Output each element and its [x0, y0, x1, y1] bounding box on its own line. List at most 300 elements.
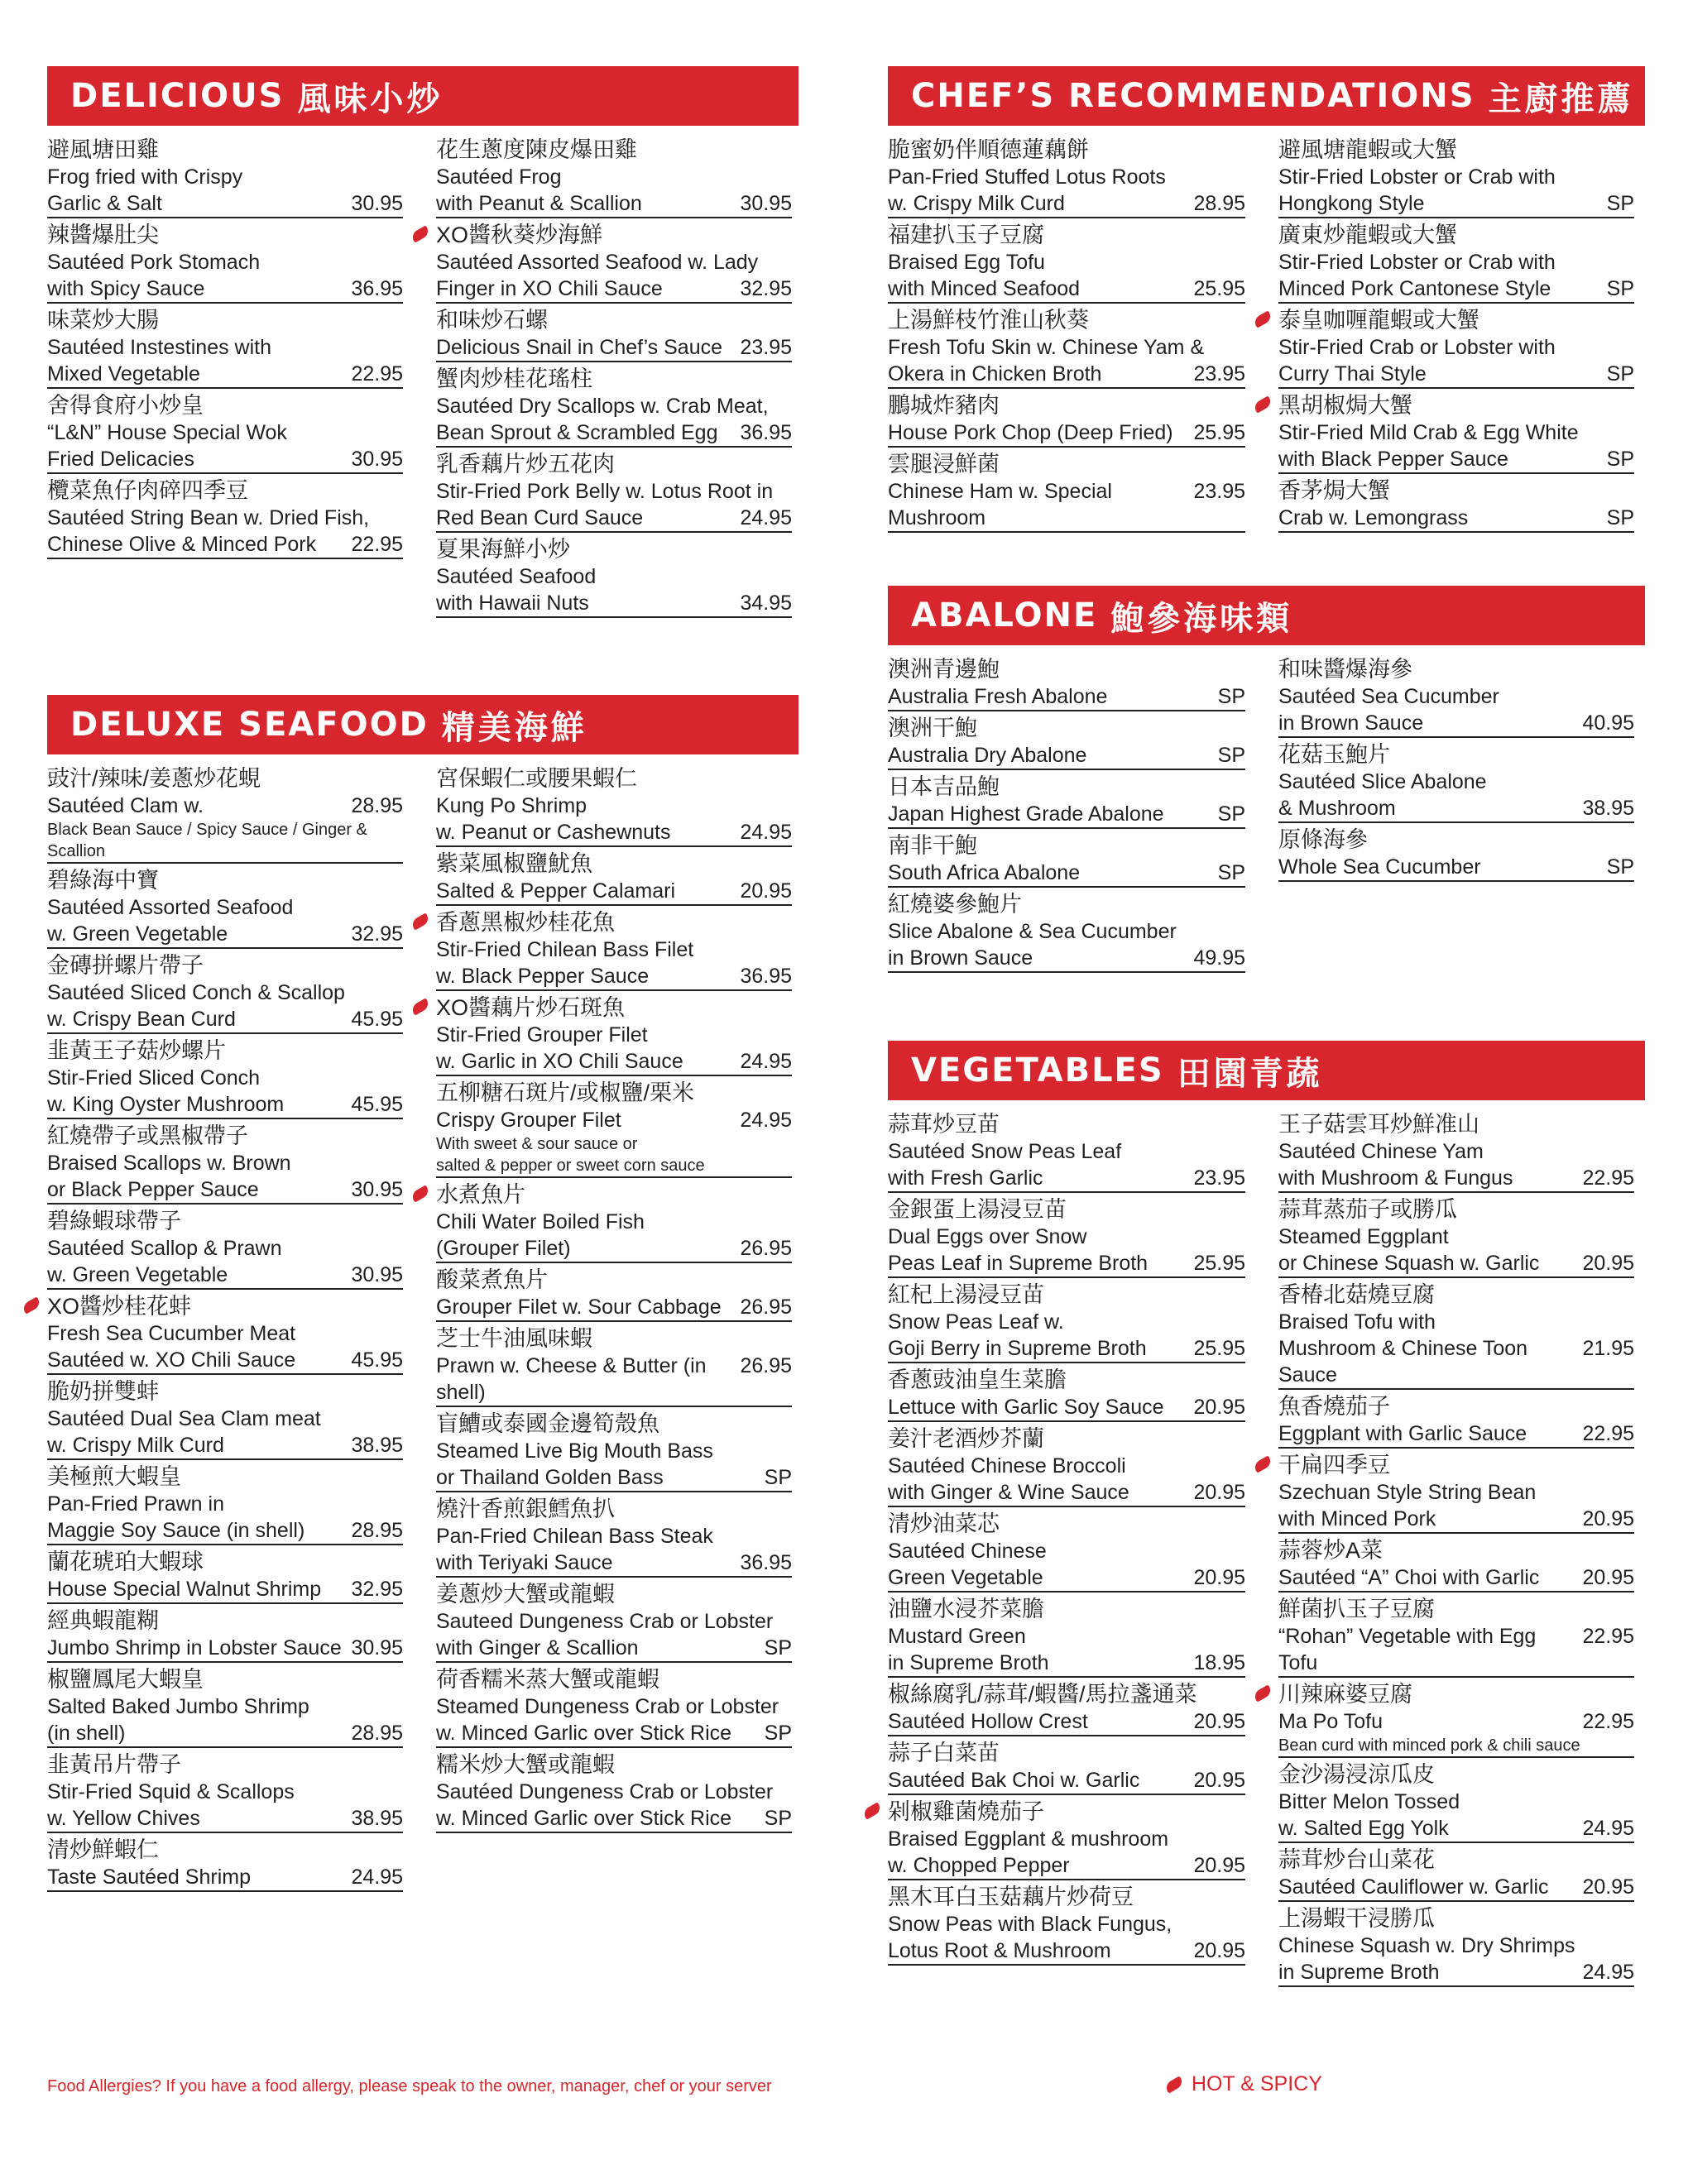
dish-price: SP	[1217, 685, 1245, 708]
dish-name-zh: 五柳糖石斑片/或椒鹽/栗米	[436, 1080, 695, 1105]
menu-item	[888, 773, 1245, 829]
dish-price: 30.95	[351, 1263, 403, 1286]
dish-desc-text: Hongkong Style	[1278, 192, 1425, 215]
dish-desc-line	[436, 1107, 792, 1133]
dish-desc-last-line	[1278, 710, 1634, 738]
dish-name-zh: 紫菜風椒鹽魷魚	[436, 851, 592, 876]
dish-desc-last-line	[1278, 1564, 1634, 1592]
dish-desc-line: Sautéed Assorted Seafood w. Lady	[436, 251, 759, 274]
dish-desc-last-line	[436, 1805, 792, 1833]
section-header	[47, 66, 798, 126]
dish-desc-last-line	[888, 945, 1245, 973]
section-title-en: VEGETABLES	[911, 1051, 1164, 1090]
dish-desc-text: w. Black Pepper Sauce	[436, 965, 650, 988]
menu-item	[1278, 306, 1634, 389]
dish-desc-last-line	[436, 819, 792, 847]
dish-name-zh: 椒絲腐乳/蒜茸/蝦醬/馬拉盞通菜	[888, 1682, 1197, 1707]
dish-name-zh: 南非干鮑	[888, 833, 977, 858]
dish-desc-line: Braised Egg Tofu	[888, 251, 1045, 274]
menu-item	[47, 306, 403, 389]
dish-desc-text: Black Bean Sauce / Spicy Sauce / Ginger & Scallion	[47, 821, 367, 860]
dish-desc-line: Salted Baked Jumbo Shrimp	[47, 1695, 309, 1718]
menu-item	[888, 1883, 1245, 1966]
dish-price: 24.95	[1582, 1817, 1634, 1840]
dish-desc-last-line	[47, 1517, 403, 1545]
menu-item	[1278, 1281, 1634, 1390]
dish-name-zh: 碧綠蝦球帶子	[47, 1209, 181, 1233]
dish-desc-text: with Ginger & Wine Sauce	[888, 1481, 1129, 1504]
section-deluxe-seafood	[47, 695, 798, 1894]
dish-name-zh: 清炒鮮蝦仁	[47, 1837, 159, 1862]
dish-name-zh: 日本吉品鮑	[888, 774, 1000, 799]
dish-desc-last-line	[1278, 1735, 1634, 1758]
dish-price: 23.95	[1193, 480, 1245, 503]
chili-icon	[410, 912, 430, 930]
dish-desc-text: Whole Sea Cucumber	[1278, 855, 1481, 879]
dish-name-zh: 紅杞上湯浸豆苗	[888, 1282, 1044, 1307]
chili-icon	[1252, 1455, 1273, 1473]
dish-name-zh: 金銀蛋上湯浸豆苗	[888, 1197, 1067, 1222]
dish-name-zh: 蘭花琥珀大蝦球	[47, 1549, 204, 1574]
menu-item	[1278, 136, 1634, 218]
dish-desc-last-line	[47, 190, 403, 218]
dish-desc-last-line	[888, 742, 1245, 770]
chili-icon	[410, 998, 430, 1015]
menu-item	[436, 306, 792, 362]
section-title-zh: 主廚推薦	[1488, 79, 1634, 118]
dish-desc-last-line	[1278, 1959, 1634, 1987]
section-title-zh: 鮑參海味類	[1110, 599, 1293, 638]
dish-desc-last-line	[1278, 1623, 1634, 1678]
menu-item	[888, 1739, 1245, 1795]
menu-item	[47, 1377, 403, 1460]
dish-desc-last-line	[47, 1720, 403, 1748]
dish-desc-line: Stir-Fried Pork Belly w. Lotus Root in	[436, 480, 774, 503]
dish-desc-text: Sautéed Hollow Crest	[888, 1710, 1088, 1733]
dish-desc-line: Fresh Sea Cucumber Meat	[47, 1322, 296, 1345]
dish-desc-text: Grouper Filet w. Sour Cabbage	[436, 1296, 722, 1319]
dish-name-zh: 鮮菌扒玉子豆腐	[1278, 1597, 1435, 1621]
dish-name-zh: 香椿北菇燒豆腐	[1278, 1282, 1435, 1307]
menu-item	[888, 1281, 1245, 1363]
menu-item	[1278, 655, 1634, 738]
dish-price: SP	[1606, 277, 1634, 300]
section-title-en: DELUXE SEAFOOD	[70, 706, 429, 744]
dish-desc-line: Stir-Fried Lobster or Crab with	[1278, 165, 1556, 189]
dish-name-zh: 蒜蓉炒A菜	[1278, 1538, 1383, 1563]
menu-item	[888, 450, 1245, 533]
dish-desc-text: Eggplant with Garlic Sauce	[1278, 1422, 1527, 1445]
dish-name-zh: 芝士牛油風味蝦	[436, 1326, 592, 1351]
dish-price: 20.95	[1193, 1939, 1245, 1962]
dish-desc-last-line	[888, 1937, 1245, 1966]
menu-column	[436, 136, 792, 620]
dish-desc-text: w. Crispy Milk Curd	[47, 1434, 224, 1457]
menu-item	[47, 1836, 403, 1892]
dish-price: 32.95	[740, 277, 792, 300]
section-title-zh: 精美海鮮	[441, 708, 587, 747]
dish-desc-text: Salted & Pepper Calamari	[436, 879, 676, 903]
dish-desc-line: Snow Peas with Black Fungus,	[888, 1913, 1172, 1936]
dish-desc-last-line	[436, 1720, 792, 1748]
dish-name-zh: 澳洲干鮑	[888, 716, 977, 740]
dish-price: SP	[1217, 744, 1245, 767]
dish-desc-last-line	[436, 1294, 792, 1322]
dish-desc-text: Lotus Root & Mushroom	[888, 1939, 1111, 1962]
section-title-zh: 風味小炒	[297, 79, 444, 118]
dish-price: 25.95	[1193, 421, 1245, 444]
dish-desc-text: Ma Po Tofu	[1278, 1710, 1383, 1733]
dish-desc-line: Sautéed Chinese Broccoli	[888, 1454, 1126, 1478]
menu-item	[47, 1751, 403, 1833]
menu-item	[1278, 1680, 1634, 1758]
dish-desc-text: w. Peanut or Cashewnuts	[436, 821, 671, 844]
dish-desc-last-line	[888, 1250, 1245, 1278]
dish-desc-line: Steamed Eggplant	[1278, 1225, 1449, 1248]
dish-desc-text: Sautéed Clam w.	[47, 794, 204, 817]
menu-item	[436, 1410, 792, 1492]
dish-desc-last-line	[1278, 1874, 1634, 1902]
menu-item	[1278, 1110, 1634, 1193]
dish-price: 22.95	[1582, 1422, 1634, 1445]
dish-desc-text: in Supreme Broth	[1278, 1961, 1440, 1984]
dish-desc-text: with Fresh Garlic	[888, 1166, 1043, 1190]
dish-name-zh: 澳洲青邊鮑	[888, 657, 1000, 682]
dish-price: 30.95	[740, 192, 792, 215]
dish-desc-last-line	[436, 275, 792, 304]
dish-desc-text: with Minced Pork	[1278, 1507, 1436, 1530]
dish-name-zh: 鵬城炸豬肉	[888, 393, 1000, 418]
dish-desc-line: Sautéed Sliced Conch & Scallop	[47, 981, 345, 1004]
dish-name-zh: 清炒油菜芯	[888, 1511, 1000, 1536]
section-delicious	[47, 66, 798, 620]
dish-desc-last-line	[888, 1767, 1245, 1795]
menu-item	[47, 764, 403, 864]
dish-price: 22.95	[351, 362, 403, 386]
menu-item	[436, 1495, 792, 1578]
dish-desc-line: Chinese Squash w. Dry Shrimps	[1278, 1934, 1575, 1957]
dish-desc-line: Braised Scallops w. Brown	[47, 1152, 291, 1175]
menu-item	[888, 1595, 1245, 1678]
dish-desc-text: Green Vegetable	[888, 1566, 1043, 1589]
dish-desc-text: Curry Thai Style	[1278, 362, 1427, 386]
menu-item	[436, 221, 792, 304]
dish-name-zh: 韭黃吊片帶子	[47, 1752, 181, 1777]
dish-desc-last-line	[436, 963, 792, 991]
dish-desc-text: Mixed Vegetable	[47, 362, 200, 386]
chili-icon	[1163, 2076, 1184, 2093]
dish-name-zh: 蒜茸炒豆苗	[888, 1112, 1000, 1137]
dish-desc-text: Sautéed Cauliflower w. Garlic	[1278, 1875, 1549, 1899]
dish-desc-last-line	[1278, 1815, 1634, 1843]
dish-price: SP	[1606, 855, 1634, 879]
dish-desc-line: Sautéed Assorted Seafood	[47, 896, 294, 919]
dish-price: 24.95	[1582, 1961, 1634, 1984]
dish-name-zh: 盲鰽或泰國金邊筍殼魚	[436, 1411, 659, 1436]
dish-desc-text: w. Green Vegetable	[47, 1263, 228, 1286]
dish-price: 49.95	[1193, 946, 1245, 970]
dish-desc-line: Steamed Live Big Mouth Bass	[436, 1439, 713, 1463]
dish-desc-line: Sautéed Dual Sea Clam meat	[47, 1407, 321, 1430]
menu-item	[1278, 1760, 1634, 1843]
dish-name-zh: 紅燒帶子或黑椒帶子	[47, 1123, 248, 1148]
dish-name-zh: 蒜子白菜苗	[888, 1741, 1000, 1765]
dish-desc-text: w. Crispy Bean Curd	[47, 1008, 236, 1031]
dish-desc-text: w. Chopped Pepper	[888, 1854, 1070, 1877]
section-columns	[888, 655, 1645, 975]
dish-price: 20.95	[1582, 1507, 1634, 1530]
dish-desc-line: Sautéed Scallop & Prawn	[47, 1237, 282, 1260]
dish-name-zh: 味菜炒大腸	[47, 308, 159, 333]
dish-price: 38.95	[351, 1434, 403, 1457]
menu-column	[888, 1110, 1245, 1990]
dish-desc-line	[1278, 1708, 1634, 1735]
dish-price: 38.95	[1582, 797, 1634, 820]
section-abalone	[888, 586, 1645, 975]
menu-item	[888, 1680, 1245, 1736]
menu-item	[47, 866, 403, 949]
dish-price: 32.95	[351, 922, 403, 946]
dish-price: SP	[764, 1807, 792, 1830]
menu-item	[436, 908, 792, 991]
dish-desc-line: Pan-Fried Stuffed Lotus Roots	[888, 165, 1166, 189]
dish-desc-last-line	[436, 1048, 792, 1076]
dish-desc-last-line	[1278, 1420, 1634, 1449]
menu-item	[436, 136, 792, 218]
menu-item	[47, 1292, 403, 1375]
dish-desc-last-line	[888, 1335, 1245, 1363]
dish-desc-line: Snow Peas Leaf w.	[888, 1310, 1064, 1334]
dish-desc-line: Stir-Fried Grouper Filet	[436, 1023, 648, 1046]
section-vegetables	[888, 1041, 1645, 1990]
dish-desc-text: in Brown Sauce	[888, 946, 1033, 970]
dish-price: 22.95	[351, 533, 403, 556]
dish-desc-text: Jumbo Shrimp in Lobster Sauce	[47, 1636, 342, 1660]
dish-name-zh: 避風塘龍蝦或大蟹	[1278, 137, 1457, 162]
menu-item	[436, 1665, 792, 1748]
dish-desc-last-line	[436, 878, 792, 906]
dish-desc-line: Sautéed Instestines with	[47, 336, 271, 359]
menu-item	[888, 890, 1245, 973]
menu-item	[436, 850, 792, 906]
dish-price: 40.95	[1582, 711, 1634, 735]
section-columns	[47, 764, 798, 1894]
dish-desc-line: Stir-Fried Sliced Conch	[47, 1066, 261, 1090]
dish-desc-text: Red Bean Curd Sauce	[436, 506, 644, 529]
dish-name-zh: 避風塘田雞	[47, 137, 159, 162]
dish-desc-line: Stir-Fried Crab or Lobster with	[1278, 336, 1556, 359]
dish-desc-last-line	[47, 1347, 403, 1375]
dish-desc-last-line	[436, 1235, 792, 1263]
menu-item	[436, 365, 792, 448]
dish-desc-last-line	[47, 361, 403, 389]
menu-item	[1278, 826, 1634, 882]
dish-price: 20.95	[740, 879, 792, 903]
dish-price: 26.95	[740, 1296, 792, 1319]
dish-desc-last-line	[888, 860, 1245, 888]
dish-desc-text: & Mushroom	[1278, 797, 1396, 820]
dish-price: SP	[764, 1466, 792, 1489]
dish-desc-last-line	[888, 1650, 1245, 1678]
dish-desc-line: Sautéed Dry Scallops w. Crab Meat,	[436, 395, 769, 418]
dish-desc-line: Stir-Fried Lobster or Crab with	[1278, 251, 1556, 274]
dish-price: 22.95	[1582, 1710, 1634, 1733]
dish-desc-last-line	[888, 419, 1245, 448]
dish-desc-line: Slice Abalone & Sea Cucumber	[888, 920, 1177, 943]
dish-desc-last-line	[1278, 1250, 1634, 1278]
dish-price: 23.95	[1193, 1166, 1245, 1190]
menu-column	[47, 764, 403, 1894]
menu-item	[436, 450, 792, 533]
dish-price: 30.95	[351, 192, 403, 215]
section-header	[888, 1041, 1645, 1100]
menu-item	[47, 391, 403, 474]
dish-desc-last-line	[436, 505, 792, 533]
dish-desc-text: Sautéed w. XO Chili Sauce	[47, 1348, 296, 1372]
dish-name-zh: 酸菜煮魚片	[436, 1267, 548, 1292]
dish-desc-text: Garlic & Salt	[47, 192, 162, 215]
dish-price: 28.95	[1193, 192, 1245, 215]
dish-price: 23.95	[740, 336, 792, 359]
dish-name-zh: 香茅焗大蟹	[1278, 478, 1390, 503]
dish-name-zh: 香蔥豉油皇生菜膽	[888, 1367, 1067, 1392]
menu-item	[888, 1366, 1245, 1422]
dish-price: 24.95	[740, 821, 792, 844]
dish-desc-text: Lettuce with Garlic Soy Sauce	[888, 1396, 1164, 1419]
dish-desc-line: Stir-Fried Squid & Scallops	[47, 1780, 295, 1803]
dish-price: 20.95	[1193, 1769, 1245, 1792]
dish-desc-line: Sautéed Snow Peas Leaf	[888, 1140, 1122, 1163]
dish-name-zh: 豉汁/辣味/姜蔥炒花蜆	[47, 766, 261, 791]
dish-desc-last-line	[1278, 505, 1634, 533]
dish-desc-last-line	[47, 1635, 403, 1663]
dish-desc-line: Stir-Fried Mild Crab & Egg White	[1278, 421, 1579, 444]
dish-name-zh: 蟹肉炒桂花瑤柱	[436, 366, 592, 391]
dish-name-zh: 金磚拼螺片帶子	[47, 953, 204, 978]
chili-icon	[1252, 310, 1273, 328]
dish-name-zh: 金沙湯浸涼瓜皮	[1278, 1762, 1435, 1787]
menu-column	[888, 655, 1245, 975]
dish-desc-last-line	[888, 683, 1245, 711]
dish-name-zh: 川辣麻婆豆腐	[1278, 1682, 1412, 1707]
dish-price: SP	[1606, 362, 1634, 386]
chili-icon	[410, 1185, 430, 1202]
menu-item	[436, 1324, 792, 1407]
menu-item	[436, 1751, 792, 1833]
menu-item	[1278, 477, 1634, 533]
dish-desc-last-line	[1278, 854, 1634, 882]
dish-desc-line: Pan-Fried Chilean Bass Steak	[436, 1525, 713, 1548]
dish-desc-line: Sauteed Dungeness Crab or Lobster	[436, 1610, 774, 1633]
dish-desc-text: Taste Sautéed Shrimp	[47, 1866, 251, 1889]
dish-desc-text: Chinese Ham w. Special Mushroom	[888, 480, 1112, 529]
menu-item	[47, 1665, 403, 1748]
dish-price: 23.95	[1193, 362, 1245, 386]
dish-desc-last-line	[47, 1091, 403, 1119]
dish-desc-text: (in shell)	[47, 1722, 126, 1745]
dish-desc-last-line	[436, 1549, 792, 1578]
section-chefs-recommendations	[888, 66, 1645, 535]
menu-item	[888, 655, 1245, 711]
dish-name-zh: 上湯蝦干浸勝瓜	[1278, 1906, 1435, 1931]
dish-desc-last-line	[888, 1165, 1245, 1193]
dish-name-zh: 水煮魚片	[436, 1182, 525, 1207]
dish-name-zh: 福建扒玉子豆腐	[888, 223, 1044, 247]
dish-desc-line	[47, 793, 403, 819]
dish-desc-last-line	[888, 478, 1245, 533]
dish-price: 36.95	[740, 421, 792, 444]
section-title-en: ABALONE	[911, 596, 1098, 635]
dish-name-zh: 上湯鮮枝竹淮山秋葵	[888, 308, 1089, 333]
dish-desc-text: Minced Pork Cantonese Style	[1278, 277, 1551, 300]
menu-item	[888, 306, 1245, 389]
dish-desc-last-line	[888, 1852, 1245, 1880]
menu-item	[1278, 1846, 1634, 1902]
menu-item	[47, 1207, 403, 1290]
dish-desc-text: w. Green Vegetable	[47, 922, 228, 946]
dish-desc-line: Bitter Melon Tossed	[1278, 1790, 1460, 1813]
dish-price: 36.95	[351, 277, 403, 300]
dish-name-zh: 燒汁香煎銀鱈魚扒	[436, 1497, 615, 1521]
dish-desc-last-line	[436, 1353, 792, 1407]
chili-icon	[410, 225, 430, 242]
dish-desc-text: with Spicy Sauce	[47, 277, 205, 300]
dish-name-zh: 辣醬爆肚尖	[47, 223, 159, 247]
dish-price: 45.95	[351, 1348, 403, 1372]
dish-desc-text: with Peanut & Scallion	[436, 192, 642, 215]
dish-desc-text: Australia Fresh Abalone	[888, 685, 1108, 708]
dish-name-zh: 黑木耳白玉菇藕片炒荷豆	[888, 1885, 1134, 1909]
dish-name-zh: 紅燒婆參鮑片	[888, 892, 1022, 917]
dish-desc-last-line	[47, 446, 403, 474]
dish-name-zh: 雲腿浸鮮菌	[888, 452, 1000, 477]
dish-price: 32.95	[351, 1578, 403, 1601]
dish-desc-line: Chili Water Boiled Fish	[436, 1210, 645, 1233]
dish-desc-text: House Special Walnut Shrimp	[47, 1578, 322, 1601]
dish-desc-last-line	[47, 819, 403, 864]
dish-desc-text: Sautéed Bak Choi w. Garlic	[888, 1769, 1140, 1792]
dish-desc-line: Kung Po Shrimp	[436, 794, 587, 817]
chili-icon	[1252, 395, 1273, 413]
dish-price: SP	[1606, 192, 1634, 215]
menu-item	[1278, 740, 1634, 823]
menu-item	[436, 994, 792, 1076]
section-columns	[47, 136, 798, 620]
dish-price: 38.95	[351, 1807, 403, 1830]
dish-desc-line: Sautéed Chinese Yam	[1278, 1140, 1484, 1163]
dish-price: 25.95	[1193, 1337, 1245, 1360]
dish-desc-last-line	[1278, 190, 1634, 218]
dish-desc-last-line	[436, 190, 792, 218]
dish-desc-line: Stir-Fried Chilean Bass Filet	[436, 938, 694, 961]
dish-name-zh: 糯米炒大蟹或龍蝦	[436, 1752, 615, 1777]
dish-desc-line: Sautéed Sea Cucumber	[1278, 685, 1499, 708]
dish-name-zh: 蒜茸炒台山菜花	[1278, 1847, 1435, 1872]
dish-price: 28.95	[351, 1722, 403, 1745]
dish-name-zh: 姜汁老酒炒芥蘭	[888, 1426, 1044, 1451]
menu-item	[888, 1798, 1245, 1880]
dish-desc-text: w. Salted Egg Yolk	[1278, 1817, 1449, 1840]
dish-name-zh: 原條海參	[1278, 827, 1368, 852]
dish-price: 18.95	[1193, 1651, 1245, 1674]
menu-item	[888, 136, 1245, 218]
dish-desc-text: Bean curd with minced pork & chili sauce	[1278, 1736, 1580, 1755]
dish-price: 20.95	[1193, 1481, 1245, 1504]
dish-desc-last-line	[436, 1635, 792, 1663]
dish-price: 21.95	[1582, 1337, 1634, 1360]
dish-name-zh: 香蔥黑椒炒桂花魚	[436, 910, 615, 935]
menu-column	[1278, 136, 1634, 535]
